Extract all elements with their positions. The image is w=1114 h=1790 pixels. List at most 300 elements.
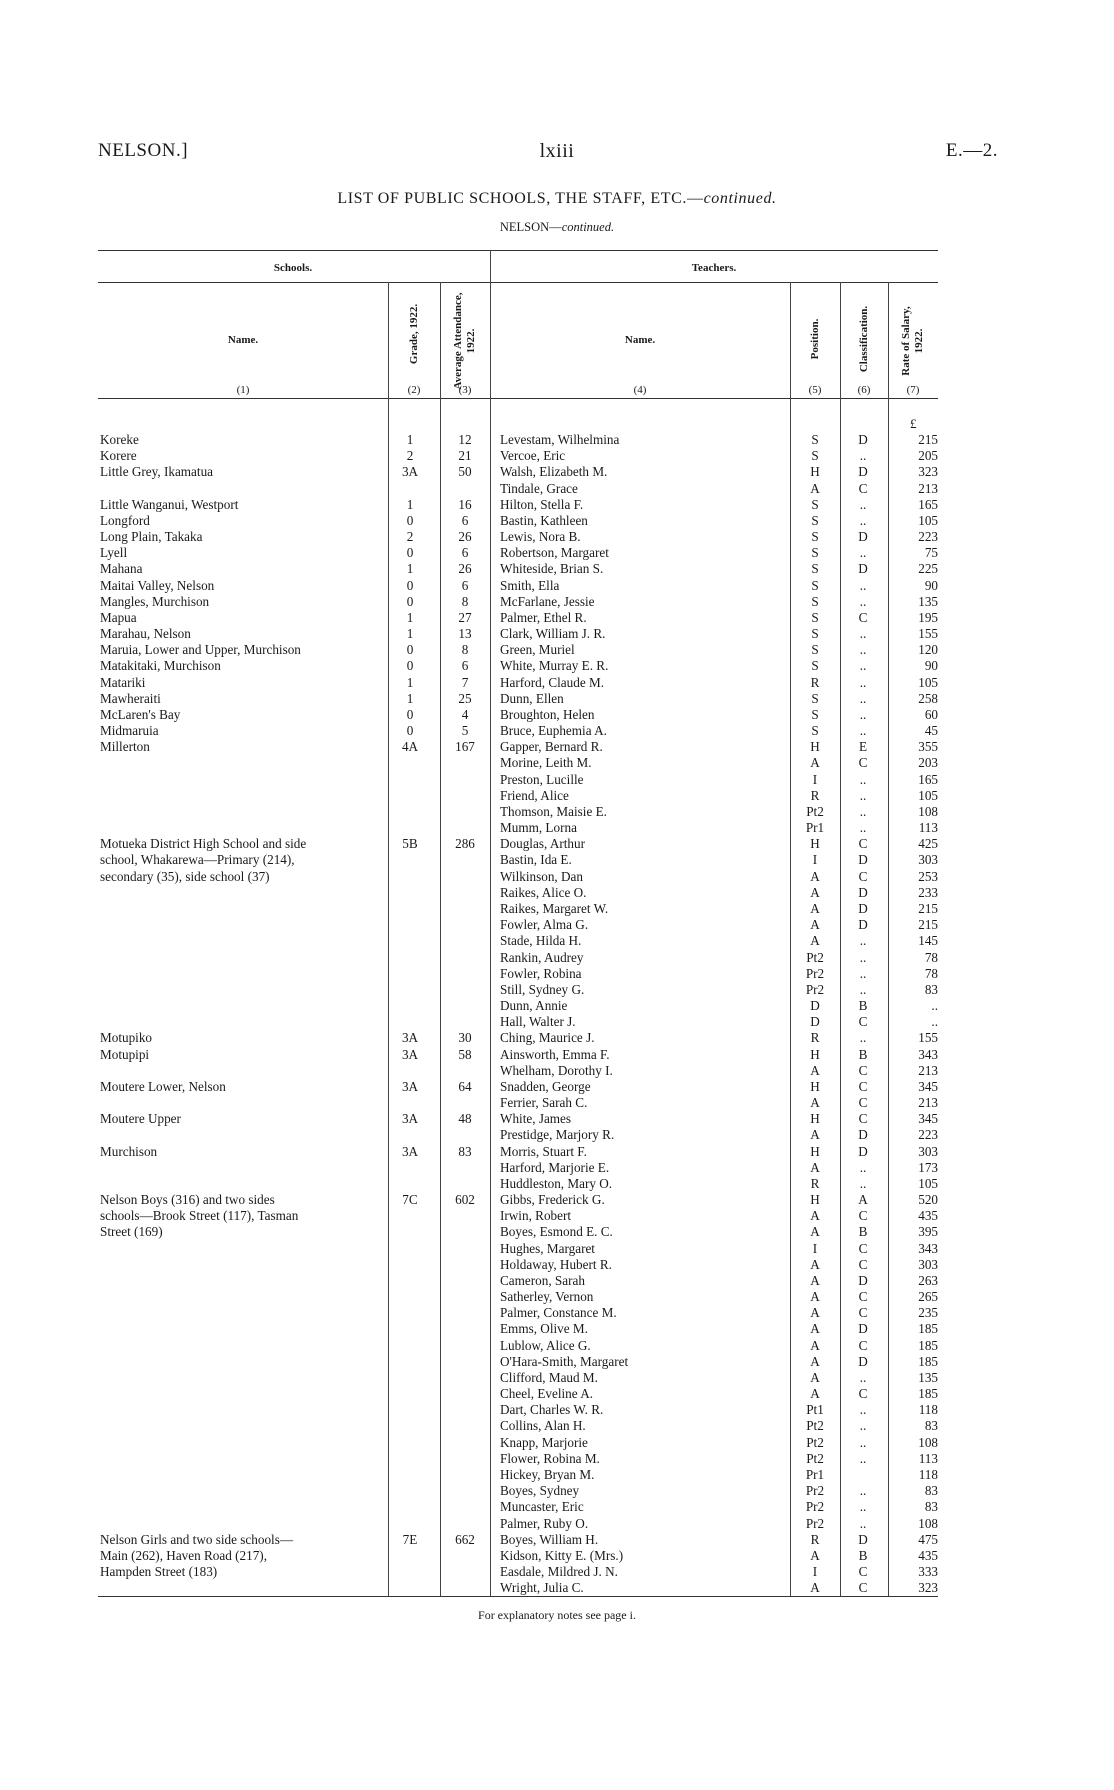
salary-cell: 83 — [924, 1418, 938, 1434]
classification-cell: B — [858, 1547, 868, 1563]
teacher-name: Green, Muriel — [500, 642, 575, 658]
salary-cell: 213 — [918, 1062, 938, 1078]
teacher-name: Raikes, Alice O. — [500, 884, 587, 900]
teacher-name: Lewis, Nora B. — [500, 529, 581, 545]
classification-cell: .. — [859, 949, 867, 965]
position-cell: S — [811, 626, 819, 642]
attendance-cell: 48 — [458, 1111, 472, 1127]
position-cell: A — [810, 868, 820, 884]
table-row — [0, 885, 1114, 901]
classification-cell: C — [858, 1208, 868, 1224]
salary-cell: 205 — [918, 448, 938, 464]
grade-cell: 3A — [401, 1046, 419, 1062]
table-row — [0, 1144, 1114, 1160]
col-salary-header: Rate of Salary, 1922. — [900, 306, 925, 376]
salary-cell: 343 — [918, 1046, 938, 1062]
table-row — [0, 901, 1114, 917]
classification-cell: .. — [859, 658, 867, 674]
school-name: Matariki — [100, 674, 146, 690]
table-row — [0, 1338, 1114, 1354]
classification-cell: D — [858, 432, 868, 447]
classification-cell: .. — [859, 448, 867, 464]
classification-cell: .. — [859, 1483, 867, 1499]
table-row — [0, 1418, 1114, 1434]
position-cell: Pr1 — [805, 1467, 825, 1482]
classification-cell: .. — [859, 1499, 867, 1515]
attendance-cell: 26 — [458, 561, 472, 577]
classification-cell: .. — [859, 723, 867, 739]
table-top-rule — [98, 250, 938, 251]
teacher-name: Morine, Leith M. — [500, 755, 592, 771]
teacher-name: Fowler, Alma G. — [500, 917, 589, 933]
table-row — [0, 1580, 1114, 1596]
position-cell: A — [810, 1159, 820, 1175]
grade-cell: 0 — [406, 706, 414, 722]
position-cell: Pr2 — [805, 981, 825, 997]
grade-cell: 1 — [406, 561, 414, 577]
salary-cell: 113 — [918, 820, 938, 836]
teacher-name: Morris, Stuart F. — [500, 1143, 587, 1159]
school-name: Millerton — [100, 739, 150, 755]
teacher-name: Stade, Hilda H. — [500, 933, 582, 949]
table-row — [0, 1532, 1114, 1548]
classification-cell: .. — [859, 674, 867, 690]
teachers-group-header: Teachers. — [691, 262, 737, 274]
position-cell: H — [810, 1046, 820, 1062]
position-cell: S — [811, 593, 819, 609]
grade-cell: 3A — [401, 1030, 419, 1046]
position-cell: A — [810, 900, 820, 916]
classification-cell: D — [858, 884, 868, 900]
grade-cell: 3A — [401, 1111, 419, 1127]
teacher-name: O'Hara-Smith, Margaret — [500, 1353, 629, 1369]
classification-cell: .. — [859, 1418, 867, 1434]
position-cell: S — [811, 658, 819, 674]
attendance-cell: 21 — [458, 448, 472, 464]
position-cell: Pt2 — [806, 949, 824, 965]
table-row — [0, 1354, 1114, 1370]
table-row — [0, 1386, 1114, 1402]
table-row — [0, 1289, 1114, 1305]
attendance-cell: 4 — [461, 706, 469, 722]
salary-cell: 78 — [924, 949, 938, 965]
table-row — [0, 1127, 1114, 1143]
teacher-name: Vercoe, Eric — [500, 448, 566, 464]
salary-cell: 195 — [918, 609, 938, 625]
salary-cell: 155 — [918, 626, 938, 642]
school-name: Maruia, Lower and Upper, Murchison — [100, 642, 301, 658]
attendance-cell: 26 — [458, 529, 472, 545]
attendance-cell: 7 — [461, 674, 469, 690]
table-row — [0, 1499, 1114, 1515]
col-classification-header: Classification. — [858, 305, 870, 373]
classification-cell: .. — [859, 1434, 867, 1450]
position-cell: A — [810, 1547, 820, 1563]
attendance-cell: 8 — [461, 642, 469, 658]
salary-cell: 520 — [918, 1192, 938, 1208]
classification-cell: .. — [859, 593, 867, 609]
classification-cell: C — [858, 755, 868, 771]
classification-cell: .. — [859, 803, 867, 819]
position-cell: R — [810, 1175, 820, 1191]
teacher-name: Dart, Charles W. R. — [500, 1402, 604, 1418]
attendance-cell: 16 — [458, 496, 472, 512]
classification-cell: D — [858, 1321, 868, 1337]
salary-cell: 323 — [918, 464, 938, 480]
teacher-name: Palmer, Ethel R. — [500, 609, 587, 625]
teacher-name: Broughton, Helen — [500, 706, 595, 722]
teacher-name: Friend, Alice — [500, 787, 569, 803]
classification-cell: C — [858, 1337, 868, 1353]
classification-cell: B — [858, 1224, 868, 1240]
teacher-name: Clifford, Maud M. — [500, 1369, 598, 1385]
school-name: school, Whakarewa—Primary (214), — [100, 852, 295, 868]
table-row — [0, 1370, 1114, 1386]
teacher-name: Lublow, Alice G. — [500, 1337, 591, 1353]
position-cell: A — [810, 1062, 820, 1078]
position-cell: A — [810, 1386, 820, 1402]
salary-cell: 213 — [918, 1095, 938, 1111]
table-row — [0, 998, 1114, 1014]
position-cell: A — [810, 1272, 820, 1288]
salary-cell: 235 — [918, 1305, 938, 1321]
table-row — [0, 1047, 1114, 1063]
teacher-name: Thomson, Maisie E. — [500, 803, 607, 819]
col-number-3: (3) — [458, 384, 472, 396]
col-teacher-name-header: Name. — [624, 334, 656, 346]
page-header-right: E.—2. — [945, 140, 998, 161]
school-name: Mawheraiti — [100, 690, 161, 706]
position-cell: S — [811, 690, 819, 706]
school-name: Mangles, Murchison — [100, 593, 210, 609]
salary-cell: 303 — [918, 1143, 938, 1159]
school-name: Main (262), Haven Road (217), — [100, 1547, 268, 1563]
position-cell: I — [812, 852, 818, 868]
grade-cell: 0 — [406, 593, 414, 609]
subtitle-italic: continued. — [561, 220, 615, 234]
salary-cell: 185 — [918, 1337, 938, 1353]
table-row — [0, 561, 1114, 577]
table-row — [0, 464, 1114, 480]
school-name: Mapua — [100, 609, 137, 625]
subtitle-main: NELSON— — [499, 220, 562, 234]
teacher-name: Harford, Marjorie E. — [500, 1159, 610, 1175]
salary-cell: 135 — [918, 1369, 938, 1385]
col-number-1: (1) — [236, 384, 250, 396]
grade-cell: 1 — [406, 496, 414, 512]
position-cell: H — [810, 836, 820, 852]
salary-cell: 475 — [918, 1531, 938, 1547]
table-row — [0, 966, 1114, 982]
teacher-name: Gibbs, Frederick G. — [500, 1192, 605, 1208]
position-cell: D — [810, 998, 820, 1014]
teacher-name: White, Murray E. R. — [500, 658, 609, 674]
table-row — [0, 1305, 1114, 1321]
teacher-name: Boyes, Esmond E. C. — [500, 1224, 613, 1240]
attendance-cell: 12 — [458, 432, 472, 447]
table-row — [0, 1030, 1114, 1046]
grade-cell: 5B — [402, 836, 418, 852]
table-row — [0, 1321, 1114, 1337]
classification-cell: .. — [859, 545, 867, 561]
col-number-2: (2) — [407, 384, 421, 396]
table-row — [0, 820, 1114, 836]
classification-cell: D — [858, 1127, 868, 1143]
title-main: LIST OF PUBLIC SCHOOLS, THE STAFF, ETC.— — [337, 190, 704, 207]
teacher-name: Whiteside, Brian S. — [500, 561, 604, 577]
attendance-cell: 25 — [458, 690, 472, 706]
classification-cell: C — [858, 1289, 868, 1305]
salary-cell: .. — [931, 1014, 938, 1030]
teacher-name: Palmer, Ruby O. — [500, 1515, 589, 1531]
grade-cell: 4A — [401, 739, 419, 755]
table-row — [0, 1176, 1114, 1192]
grade-cell: 0 — [406, 512, 414, 528]
page-number: lxiii — [539, 140, 575, 162]
school-name: Hampden Street (183) — [100, 1564, 218, 1580]
teacher-name: Bruce, Euphemia A. — [500, 723, 607, 739]
salary-cell: 223 — [918, 529, 938, 545]
position-cell: A — [810, 917, 820, 933]
classification-cell: C — [858, 1305, 868, 1321]
salary-cell: 215 — [918, 900, 938, 916]
teacher-name: Huddleston, Mary O. — [500, 1175, 613, 1191]
salary-cell: 303 — [918, 1256, 938, 1272]
grade-cell: 0 — [406, 642, 414, 658]
col-school-name-header: Name. — [227, 334, 259, 346]
salary-cell: 215 — [918, 917, 938, 933]
table-row — [0, 578, 1114, 594]
teacher-name: Flower, Robina M. — [500, 1450, 600, 1466]
teacher-name: Wilkinson, Dan — [500, 868, 583, 884]
teacher-name: Satherley, Vernon — [500, 1289, 594, 1305]
school-name: Little Wanganui, Westport — [100, 496, 239, 512]
teacher-name: Bastin, Ida E. — [500, 852, 572, 868]
attendance-cell: 27 — [458, 609, 472, 625]
page-subtitle — [0, 220, 1114, 235]
school-name: Motueka District High School and side — [100, 836, 307, 852]
position-cell: H — [810, 1143, 820, 1159]
salary-cell: 145 — [918, 933, 938, 949]
salary-cell: 215 — [918, 432, 938, 447]
table-row — [0, 1079, 1114, 1095]
teacher-name: Douglas, Arthur — [500, 836, 585, 852]
table-row — [0, 869, 1114, 885]
teacher-name: Easdale, Mildred J. N. — [500, 1564, 618, 1580]
position-cell: S — [811, 577, 819, 593]
classification-cell: .. — [859, 626, 867, 642]
table-row — [0, 1483, 1114, 1499]
teacher-name: Hickey, Bryan M. — [500, 1467, 595, 1482]
table-row — [0, 642, 1114, 658]
salary-cell: 425 — [918, 836, 938, 852]
teacher-name: Dunn, Annie — [500, 998, 568, 1014]
position-cell: S — [811, 723, 819, 739]
position-cell: H — [810, 1192, 820, 1208]
col-number-5: (5) — [808, 384, 822, 396]
col-attendance-header: Average Attendance, 1922. — [452, 292, 477, 390]
salary-cell: 83 — [924, 981, 938, 997]
position-cell: A — [810, 933, 820, 949]
table-row — [0, 755, 1114, 771]
classification-cell: C — [858, 1014, 868, 1030]
salary-cell: 173 — [918, 1159, 938, 1175]
position-cell: A — [810, 1353, 820, 1369]
attendance-cell: 6 — [461, 545, 469, 561]
teacher-name: Cameron, Sarah — [500, 1272, 585, 1288]
classification-cell: D — [858, 852, 868, 868]
classification-cell: .. — [859, 706, 867, 722]
position-cell: H — [810, 1111, 820, 1127]
classification-cell: .. — [859, 642, 867, 658]
salary-cell: 120 — [918, 642, 938, 658]
position-cell: Pr2 — [805, 965, 825, 981]
school-name: Matakitaki, Murchison — [100, 658, 221, 674]
classification-cell: C — [858, 1111, 868, 1127]
classification-cell: .. — [859, 820, 867, 836]
school-name: Maitai Valley, Nelson — [100, 577, 215, 593]
classification-cell: .. — [859, 787, 867, 803]
teacher-name: Hughes, Margaret — [500, 1240, 595, 1256]
attendance-cell: 6 — [461, 512, 469, 528]
teacher-name: Snadden, George — [500, 1078, 591, 1094]
classification-cell: C — [858, 1062, 868, 1078]
table-row — [0, 804, 1114, 820]
classification-cell: C — [858, 1580, 868, 1596]
salary-cell: 105 — [918, 512, 938, 528]
salary-cell: 233 — [918, 884, 938, 900]
position-cell: S — [811, 432, 819, 447]
table-row — [0, 545, 1114, 561]
table-row — [0, 1192, 1114, 1208]
grade-cell: 3A — [401, 1143, 419, 1159]
salary-cell: 78 — [924, 965, 938, 981]
table-row — [0, 1273, 1114, 1289]
table-row — [0, 852, 1114, 868]
position-cell: I — [812, 1564, 818, 1580]
salary-cell: 105 — [918, 1175, 938, 1191]
position-cell: A — [810, 755, 820, 771]
classification-cell: D — [858, 1531, 868, 1547]
salary-cell: 345 — [918, 1111, 938, 1127]
table-row — [0, 788, 1114, 804]
teacher-name: Wright, Julia C. — [500, 1580, 584, 1596]
salary-cell: 203 — [918, 755, 938, 771]
teacher-name: Raikes, Margaret W. — [500, 900, 609, 916]
position-cell: H — [810, 739, 820, 755]
position-cell: Pr2 — [805, 1499, 825, 1515]
classification-cell: C — [858, 868, 868, 884]
col-number-7: (7) — [906, 384, 920, 396]
teacher-name: Knapp, Marjorie — [500, 1434, 588, 1450]
position-cell: R — [810, 674, 820, 690]
classification-cell: D — [858, 1143, 868, 1159]
table-row — [0, 1224, 1114, 1240]
table-row — [0, 529, 1114, 545]
teacher-name: Irwin, Robert — [500, 1208, 572, 1224]
teacher-name: Gapper, Bernard R. — [500, 739, 603, 755]
table-row — [0, 917, 1114, 933]
table-row — [0, 481, 1114, 497]
table-row — [0, 691, 1114, 707]
salary-cell: 185 — [918, 1321, 938, 1337]
table-row — [0, 1548, 1114, 1564]
school-name: Murchison — [100, 1143, 158, 1159]
position-cell: I — [812, 1240, 818, 1256]
school-name: Motupipi — [100, 1046, 150, 1062]
staff-table-body — [0, 432, 1114, 1596]
col-number-4: (4) — [633, 384, 647, 396]
classification-cell: .. — [859, 1369, 867, 1385]
teacher-name: Smith, Ella — [500, 577, 560, 593]
teacher-name: Dunn, Ellen — [500, 690, 564, 706]
salary-cell: 155 — [918, 1030, 938, 1046]
attendance-cell: 30 — [458, 1030, 472, 1046]
salary-cell: 165 — [918, 771, 938, 787]
position-cell: A — [810, 1127, 820, 1143]
classification-cell: .. — [859, 690, 867, 706]
table-row — [0, 1063, 1114, 1079]
classification-cell: C — [858, 1256, 868, 1272]
position-cell: A — [810, 1256, 820, 1272]
salary-cell: 355 — [918, 739, 938, 755]
table-row — [0, 723, 1114, 739]
salary-cell: 45 — [924, 723, 938, 739]
grade-cell: 7C — [402, 1192, 418, 1208]
salary-cell: 258 — [918, 690, 938, 706]
teacher-name: Bastin, Kathleen — [500, 512, 588, 528]
table-row — [0, 432, 1114, 448]
classification-cell: D — [858, 529, 868, 545]
school-name: Motupiko — [100, 1030, 153, 1046]
teacher-name: Levestam, Wilhelmina — [500, 432, 620, 447]
classification-cell: C — [858, 1386, 868, 1402]
classification-cell: .. — [859, 1450, 867, 1466]
school-name: Longford — [100, 512, 150, 528]
position-cell: Pt1 — [806, 1402, 824, 1418]
table-row — [0, 707, 1114, 723]
position-cell: Pt2 — [806, 1418, 824, 1434]
teacher-name: Ferrier, Sarah C. — [500, 1095, 588, 1111]
grade-cell: 1 — [406, 432, 414, 447]
position-cell: S — [811, 561, 819, 577]
attendance-cell: 602 — [455, 1192, 475, 1208]
table-row — [0, 1435, 1114, 1451]
classification-cell: .. — [859, 933, 867, 949]
salary-cell: 223 — [918, 1127, 938, 1143]
position-cell: H — [810, 1078, 820, 1094]
grade-cell: 1 — [406, 690, 414, 706]
classification-cell: .. — [859, 1030, 867, 1046]
classification-cell: .. — [859, 496, 867, 512]
schools-group-header: Schools. — [273, 262, 313, 274]
teacher-name: Ainsworth, Emma F. — [500, 1046, 610, 1062]
attendance-cell: 13 — [458, 626, 472, 642]
position-cell: A — [810, 1224, 820, 1240]
school-name: Korere — [100, 448, 137, 464]
col-number-6: (6) — [857, 384, 871, 396]
salary-cell: 185 — [918, 1386, 938, 1402]
teacher-name: Muncaster, Eric — [500, 1499, 584, 1515]
teacher-name: Boyes, Sydney — [500, 1483, 580, 1499]
position-cell: Pt2 — [806, 1434, 824, 1450]
position-cell: I — [812, 771, 818, 787]
table-row — [0, 1160, 1114, 1176]
school-name: Nelson Boys (316) and two sides — [100, 1192, 275, 1208]
position-cell: A — [810, 1305, 820, 1321]
salary-cell: 333 — [918, 1564, 938, 1580]
classification-cell: E — [858, 739, 868, 755]
